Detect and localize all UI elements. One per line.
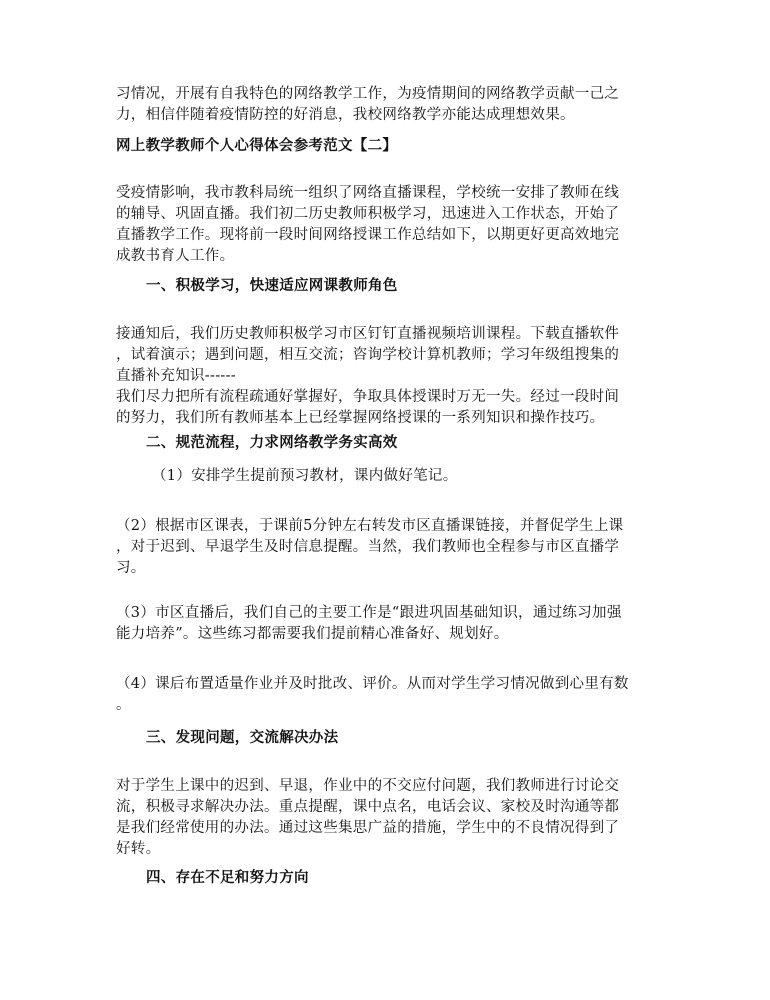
section-heading-2 xyxy=(116,432,661,453)
section-heading-text: 三、发现问题，交流解决办法 xyxy=(146,729,339,746)
section-heading-3 xyxy=(116,727,661,748)
paragraph-2 xyxy=(116,324,661,429)
list-item-3 xyxy=(116,603,661,645)
article-title-text: 网上教学教师个人心得体会参考范文【二】 xyxy=(116,137,398,154)
section-heading-text: 一、积极学习，快速适应网课教师角色 xyxy=(146,277,398,294)
text-line: ，试着演示；遇到问题，相互交流；咨询学校计算机教师；学习年级组搜集的 xyxy=(116,347,620,363)
text-line: 。 xyxy=(116,697,131,713)
text-line: 流，积极寻求解决办法。重点提醒，课中点名，电话会议、家校及时沟通等都 xyxy=(116,799,620,815)
text-line: 直播教学工作。现将前一段时间网络授课工作总结如下，以期更好更高效地完 xyxy=(116,227,620,243)
paragraph-1 xyxy=(116,183,661,267)
text-line: 习情况，开展有自我特色的网络教学工作，为疫情期间的网络教学贡献一己之 xyxy=(116,86,620,102)
list-item-2 xyxy=(116,516,661,579)
text-line: 我们尽力把所有流程疏通好掌握好，争取具体授课时万无一失。经过一段时间 xyxy=(116,389,620,405)
text-line: 成教书育人工作。 xyxy=(116,248,235,264)
text-line: 的辅导、巩固直播。我们初二历史教师积极学习，迅速进入工作状态，开始了 xyxy=(116,206,620,222)
section-heading-1 xyxy=(116,275,661,296)
text-line: 是我们经常使用的办法。通过这些集思广益的措施，学生中的不良情况得到了 xyxy=(116,820,620,836)
section-heading-4 xyxy=(116,867,661,888)
text-line: 能力培养”。这些练习都需要我们提前精心准备好、规划好。 xyxy=(116,626,509,642)
text-line: 直播补充知识------ xyxy=(116,368,236,384)
text-line: 习。 xyxy=(116,560,146,576)
article-title xyxy=(116,135,661,156)
list-item-1 xyxy=(116,466,661,487)
section-heading-text: 四、存在不足和努力方向 xyxy=(146,869,309,886)
paragraph-3 xyxy=(116,776,661,860)
text-line: 接通知后，我们历史教师积极学习市区钉钉直播视频培训课程。下载直播软件 xyxy=(116,326,620,342)
text-line: （1）安排学生提前预习教材，课内做好笔记。 xyxy=(152,468,458,484)
list-item-4 xyxy=(116,674,661,716)
section-heading-text: 二、规范流程，力求网络教学务实高效 xyxy=(146,434,398,451)
text-line: （2）根据市区课表，于课前5分钟左右转发市区直播课链接，并督促学生上课 xyxy=(116,518,624,534)
text-line: 好转。 xyxy=(116,841,161,857)
intro-paragraph xyxy=(116,84,661,126)
text-line: 力，相信伴随着疫情防控的好消息，我校网络教学亦能达成理想效果。 xyxy=(116,107,575,123)
text-line: 受疫情影响，我市教科局统一组织了网络直播课程，学校统一安排了教师在线 xyxy=(116,185,620,201)
text-line: 对于学生上课中的迟到、早退，作业中的不交应付问题，我们教师进行讨论交 xyxy=(116,778,620,794)
text-line: （4）课后布置适量作业并及时批改、评价。从而对学生学习情况做到心里有数 xyxy=(116,676,629,692)
text-line: （3）市区直播后，我们自己的主要工作是“跟进巩固基础知识，通过练习加强 xyxy=(116,605,622,621)
text-line: 的努力，我们所有教师基本上已经掌握网络授课的一系列知识和操作技巧。 xyxy=(116,410,605,426)
text-line: ，对于迟到、早退学生及时信息提醒。当然，我们教师也全程参与市区直播学 xyxy=(116,539,620,555)
